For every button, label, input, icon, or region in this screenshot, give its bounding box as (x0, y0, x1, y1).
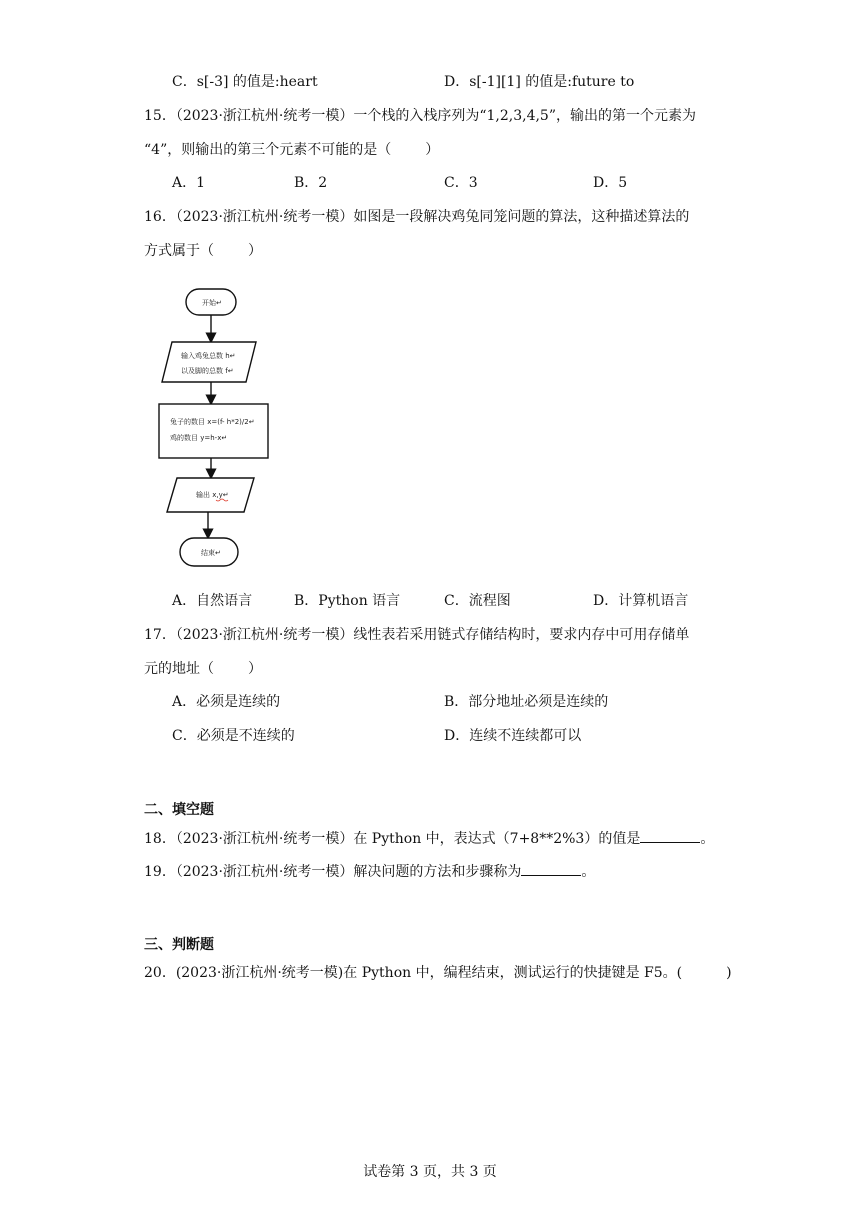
flowchart-process-label-line1: 兔子的数目 x=(f- h*2)/2↵ (170, 418, 255, 426)
flowchart-process-label-line2: 鸡的数目 y=h-x↵ (170, 434, 228, 442)
flowchart-output-prefix: 输出 (196, 491, 213, 499)
flowchart-output-label (196, 490, 229, 499)
q16-stem-line2 (144, 241, 262, 261)
flowchart-process-node (159, 404, 268, 458)
q14-option-c: C．s[-3] 的值是:heart (172, 74, 318, 90)
q19-period: 。 (581, 864, 596, 880)
q17-option-d: D．连续不连续都可以 (444, 728, 582, 744)
q16-option-b: B．Python 语言 (294, 593, 401, 609)
q17-stem-text: 元的地址（ (144, 661, 214, 677)
flowchart-output-suffix: ↵ (222, 491, 229, 499)
q20-paren-close: ) (726, 965, 732, 981)
q16-option-c: C．流程图 (444, 593, 511, 609)
flowchart-input-label-line2: 以及脚的总数 f↵ (181, 367, 234, 375)
q15-stem-line2 (144, 140, 439, 160)
q18-text: 18．（2023·浙江杭州·统考一模）在 Python 中，表达式（7+8**2%3）的值是 (144, 831, 641, 847)
answer-blank (521, 861, 581, 876)
q16-paren-close: ） (248, 243, 262, 259)
q15-option-d: D．5 (593, 175, 628, 191)
q15-paren-close: ） (425, 142, 440, 158)
q17-option-c: C．必须是不连续的 (172, 728, 295, 744)
flowchart-start-label: 开始↵ (202, 299, 222, 307)
q15-option-b: B．2 (294, 175, 328, 191)
q16-option-a: A．自然语言 (172, 593, 253, 609)
q15-stem-text: “4”，则输出的第三个元素不可能的是（ (144, 142, 392, 158)
q17-stem-line1: 17．（2023·浙江杭州·统考一模）线性表若采用链式存储结构时，要求内存中可用存储单 (144, 627, 690, 643)
q15-stem-line1: 15．（2023·浙江杭州·统考一模）一个栈的入栈序列为“1,2,3,4,5”，输出的第一个元素为 (144, 108, 696, 124)
flowchart-diagram (150, 280, 280, 580)
q19-stem (144, 861, 595, 882)
page-footer: 试卷第 3 页，共 3 页 (363, 1164, 497, 1180)
section-heading-true-false: 三、判断题 (144, 937, 214, 953)
q16-option-d: D．计算机语言 (593, 593, 689, 609)
q20-stem (144, 963, 732, 983)
q17-option-b: B．部分地址必须是连续的 (444, 694, 609, 710)
q16-stem-text: 方式属于（ (144, 243, 214, 259)
q18-stem (144, 828, 714, 849)
flowchart-output-vars: x,y (212, 491, 223, 499)
q14-option-d: D．s[-1][1] 的值是:future to (444, 74, 635, 90)
flowchart-end-label: 结束↵ (201, 549, 221, 557)
q18-period: 。 (700, 831, 715, 847)
q20-text: 20．(2023·浙江杭州·统考一模)在 Python 中，编程结束，测试运行的快捷键是 F5。( (144, 965, 683, 981)
q17-stem-line2 (144, 659, 262, 679)
q19-text: 19．（2023·浙江杭州·统考一模）解决问题的方法和步骤称为 (144, 864, 522, 880)
answer-blank (640, 828, 700, 843)
q16-stem-line1: 16．（2023·浙江杭州·统考一模）如图是一段解决鸡兔同笼问题的算法，这种描述算法的 (144, 209, 690, 225)
q15-option-c: C．3 (444, 175, 478, 191)
section-heading-fill-in: 二、填空题 (144, 802, 214, 818)
q17-paren-close: ） (248, 661, 262, 677)
q15-option-a: A．1 (172, 175, 206, 191)
q17-option-a: A．必须是连续的 (172, 694, 281, 710)
flowchart-input-node (162, 342, 256, 382)
flowchart-input-label-line1: 输入鸡兔总数 h↵ (181, 352, 236, 360)
